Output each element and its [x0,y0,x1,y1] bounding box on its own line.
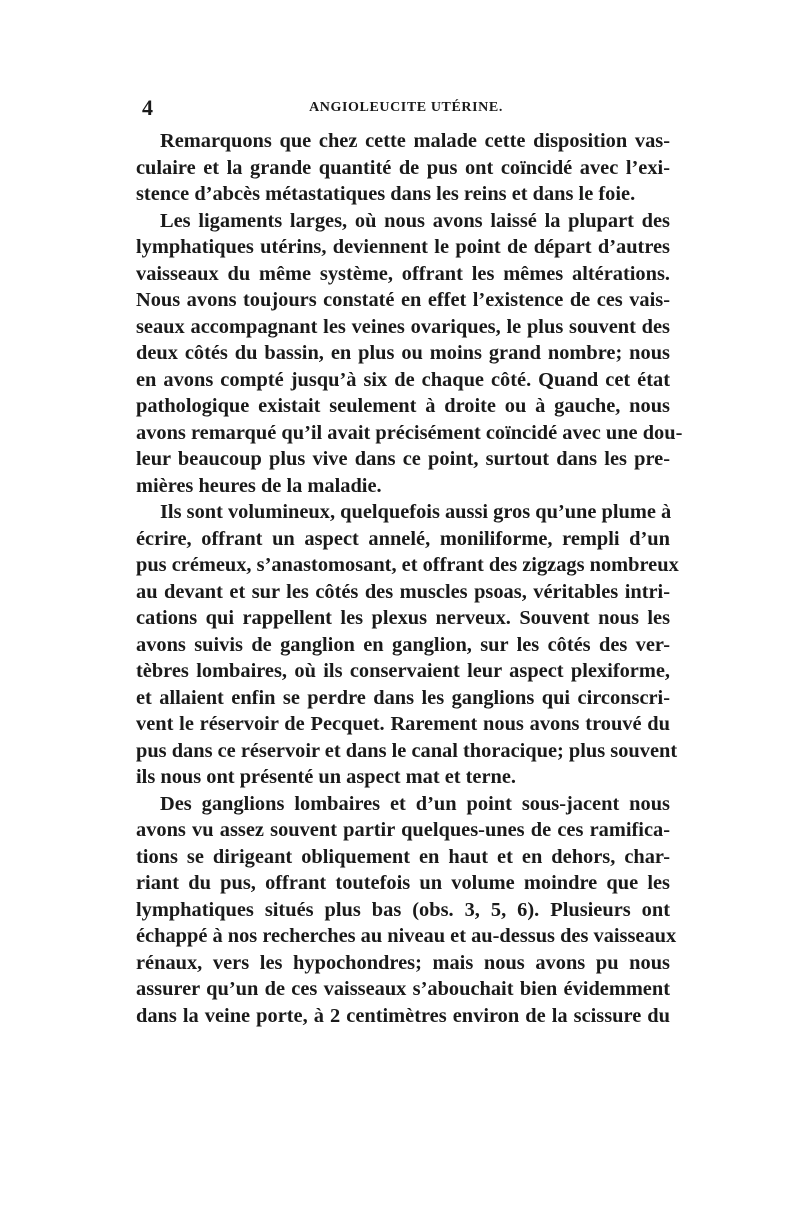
paragraph-3-line-3: pus crémeux, s’anastomosant, et offrant des zigzags nombreux [136,554,679,576]
paragraph-2-line-5: seaux accompagnant les veines ovariques, le plus souvent des [136,315,670,338]
paragraph-3-line-5: cations qui rappellent les plexus nerveux. Souvent nous les [136,607,670,629]
paragraph-3-line-8: et allaient enfin se perdre dans les ganglions qui circonscri- [136,686,670,709]
paragraph-3-line-6: avons suivis de ganglion en ganglion, sur les côtés des ver- [136,633,670,656]
page-header [142,96,670,120]
paragraph-4-line-5: lymphatiques situés plus bas (obs. 3, 5, 6). Plusieurs ont [136,898,670,921]
paragraph-2-line-2: lymphatiques utérins, deviennent le point de départ d’autres [136,236,670,258]
paragraph-3-line-10: pus dans ce réservoir et dans le canal thoracique; plus souvent [136,739,678,762]
paragraph-4-line-8: assurer qu’un de ces vaisseaux s’abouchait bien évidemment [136,978,670,1000]
paragraph-2-line-6: deux côtés du bassin, en plus ou moins grand nombre; nous [136,342,670,364]
body-text [136,128,683,1029]
paragraph-4-line-3: tions se dirigeant obliquement en haut et en dehors, char- [136,845,670,868]
paragraph-2-line-3: vaisseaux du même système, offrant les mêmes altérations. [136,262,670,285]
paragraph-4-line-2: avons vu assez souvent partir quelques-unes de ces ramifica- [136,819,670,841]
paragraph-1-line-1: Remarquons que chez cette malade cette disposition vas- [160,130,670,152]
paragraph-4-line-1: Des ganglions lombaires et d’un point sous-jacent nous [160,792,670,815]
paragraph-2-line-4: Nous avons toujours constaté en effet l’existence de ces vais- [136,289,670,311]
running-title: ANGIOLEUCITE UTÉRINE. [309,100,503,115]
paragraph-4-line-4: riant du pus, offrant toutefois un volume moindre que les [136,872,670,894]
paragraph-3-line-11: ils nous ont présenté un aspect mat et terne. [136,766,517,788]
paragraph-4-line-7: rénaux, vers les hypochondres; mais nous avons pu nous [136,951,670,974]
paragraph-2-line-8: pathologique existait seulement à droite ou à gauche, nous [136,395,670,417]
paragraph-1-line-3: stence d’abcès métastatiques dans les reins et dans le foie. [136,183,636,205]
paragraph-1-line-2: culaire et la grande quantité de pus ont coïncidé avec l’exi- [136,156,670,179]
paragraph-2-line-9: avons remarqué qu’il avait précisément coïncidé avec une dou- [136,421,683,444]
paragraph-3-line-2: écrire, offrant un aspect annelé, moniliforme, rempli d’un [136,527,670,550]
paragraph-2-line-1: Les ligaments larges, où nous avons laissé la plupart des [160,209,670,232]
page-number: 4 [142,95,153,120]
paragraph-4-line-6: échappé à nos recherches au niveau et au-dessus des vaisseaux [136,925,677,947]
paragraph-3-line-7: tèbres lombaires, où ils conservaient leur aspect plexiforme, [136,660,670,682]
paragraph-3-line-9: vent le réservoir de Pecquet. Rarement nous avons trouvé du [136,713,670,735]
paragraph-2-line-10: leur beaucoup plus vive dans ce point, surtout dans les pre- [136,448,670,470]
paragraph-3-line-1: Ils sont volumineux, quelquefois aussi gros qu’une plume à [160,501,672,523]
paragraph-4-line-9: dans la veine porte, à 2 centimètres environ de la scissure du [136,1004,670,1027]
paragraph-2-line-7: en avons compté jusqu’à six de chaque côté. Quand cet état [136,368,670,391]
paragraph-2-line-11: mières heures de la maladie. [136,474,382,497]
paragraph-3-line-4: au devant et sur les côtés des muscles psoas, véritables intri- [136,580,670,603]
